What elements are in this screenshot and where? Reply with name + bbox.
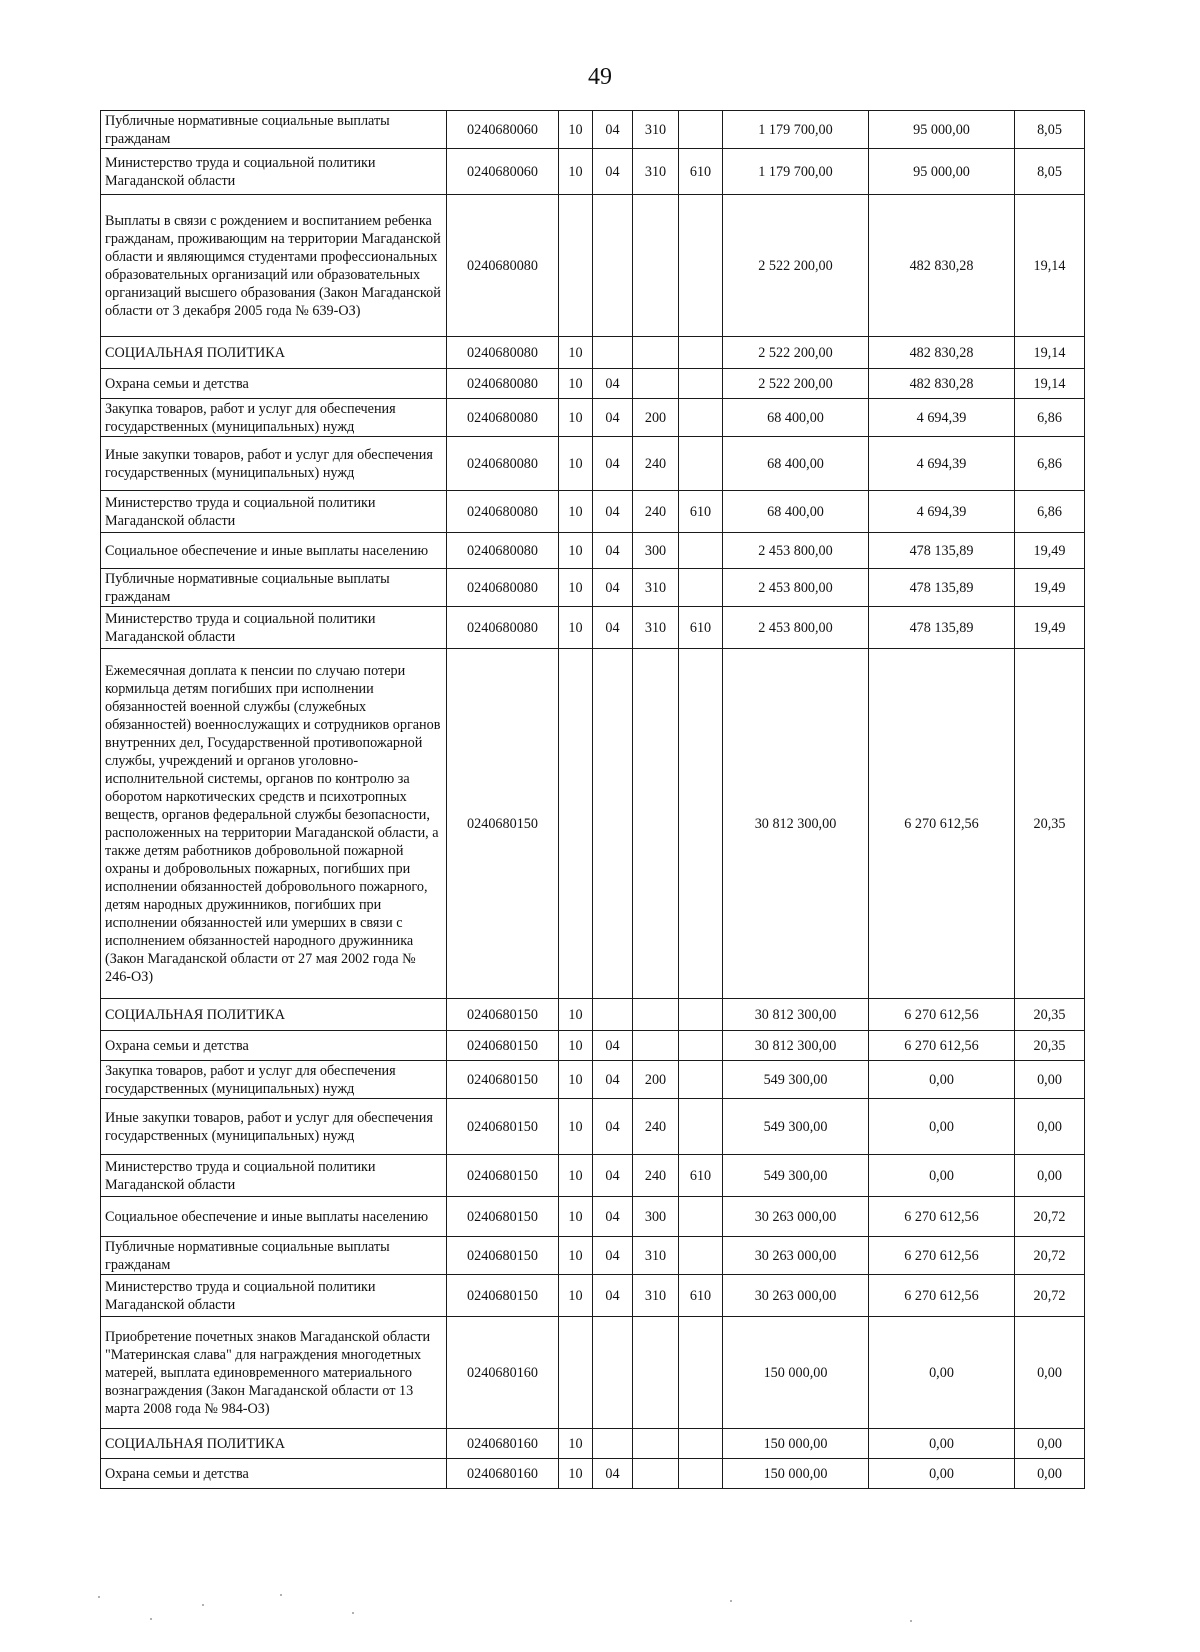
row-code: 0240680080 bbox=[447, 607, 559, 649]
row-administrator bbox=[679, 999, 723, 1031]
row-name: Министерство труда и социальной политики Магаданской области bbox=[101, 149, 447, 195]
row-subsection: 04 bbox=[593, 533, 633, 569]
row-subsection: 04 bbox=[593, 149, 633, 195]
row-executed-amount: 0,00 bbox=[869, 1429, 1015, 1459]
row-name: Иные закупки товаров, работ и услуг для обеспечения государственных (муниципальных) нужд bbox=[101, 1099, 447, 1155]
row-planned-amount: 68 400,00 bbox=[723, 399, 869, 437]
row-subsection bbox=[593, 999, 633, 1031]
row-section: 10 bbox=[559, 1237, 593, 1275]
row-expense-type bbox=[633, 1459, 679, 1489]
row-expense-type: 200 bbox=[633, 1061, 679, 1099]
row-code: 0240680160 bbox=[447, 1429, 559, 1459]
row-section: 10 bbox=[559, 399, 593, 437]
table-row bbox=[101, 149, 1085, 195]
row-name: Выплаты в связи с рождением и воспитанием ребенка гражданам, проживающим на территории Магаданской области и являющимся студентами профессиональных образовательных организаций или образовательных организаций высшего образования (Закон Магаданской области от 3 декабря 2005 года № 639-ОЗ) bbox=[101, 195, 447, 337]
row-code: 0240680080 bbox=[447, 437, 559, 491]
row-executed-amount: 6 270 612,56 bbox=[869, 999, 1015, 1031]
row-administrator bbox=[679, 1429, 723, 1459]
row-section: 10 bbox=[559, 1155, 593, 1197]
row-execution-percent: 19,49 bbox=[1015, 533, 1085, 569]
row-execution-percent: 20,35 bbox=[1015, 999, 1085, 1031]
row-subsection bbox=[593, 649, 633, 999]
row-administrator bbox=[679, 1459, 723, 1489]
row-planned-amount: 68 400,00 bbox=[723, 437, 869, 491]
table-row bbox=[101, 369, 1085, 399]
row-planned-amount: 549 300,00 bbox=[723, 1155, 869, 1197]
row-executed-amount: 478 135,89 bbox=[869, 607, 1015, 649]
row-planned-amount: 549 300,00 bbox=[723, 1061, 869, 1099]
row-code: 0240680150 bbox=[447, 1031, 559, 1061]
row-section: 10 bbox=[559, 999, 593, 1031]
row-execution-percent: 6,86 bbox=[1015, 437, 1085, 491]
row-code: 0240680150 bbox=[447, 999, 559, 1031]
row-subsection: 04 bbox=[593, 111, 633, 149]
row-name: Публичные нормативные социальные выплаты гражданам bbox=[101, 1237, 447, 1275]
row-executed-amount: 95 000,00 bbox=[869, 111, 1015, 149]
row-code: 0240680060 bbox=[447, 111, 559, 149]
row-execution-percent: 0,00 bbox=[1015, 1061, 1085, 1099]
row-execution-percent: 19,14 bbox=[1015, 195, 1085, 337]
row-planned-amount: 2 522 200,00 bbox=[723, 195, 869, 337]
row-subsection: 04 bbox=[593, 1061, 633, 1099]
row-expense-type bbox=[633, 337, 679, 369]
row-expense-type: 300 bbox=[633, 533, 679, 569]
row-subsection: 04 bbox=[593, 1237, 633, 1275]
row-expense-type: 240 bbox=[633, 491, 679, 533]
row-code: 0240680080 bbox=[447, 491, 559, 533]
row-executed-amount: 482 830,28 bbox=[869, 195, 1015, 337]
row-section bbox=[559, 195, 593, 337]
row-section: 10 bbox=[559, 1275, 593, 1317]
row-executed-amount: 6 270 612,56 bbox=[869, 1031, 1015, 1061]
budget-execution-table bbox=[100, 110, 1085, 1489]
row-expense-type: 200 bbox=[633, 399, 679, 437]
row-name: Министерство труда и социальной политики Магаданской области bbox=[101, 491, 447, 533]
row-expense-type: 240 bbox=[633, 437, 679, 491]
row-expense-type: 310 bbox=[633, 569, 679, 607]
row-executed-amount: 6 270 612,56 bbox=[869, 1237, 1015, 1275]
row-execution-percent: 8,05 bbox=[1015, 149, 1085, 195]
row-name: Ежемесячная доплата к пенсии по случаю потери кормильца детям погибших при исполнении обязанностей военной службы (служебных обязанностей) военнослужащих и сотрудников органов внутренних дел, Государственной противопожарной службы, учреждений и органов уголовно-исполнительной системы, органов по контролю за оборотом наркотических средств и психотропных веществ, органов федеральной службы безопасности, расположенных на территории Магаданской области, а также детям работников добровольной пожарной охраны и добровольных пожарных, погибших при исполнении обязанностей добровольного пожарного, детям народных дружинников, погибших при исполнении обязанностей или умерших в связи с исполнением обязанностей народного дружинника (Закон Магаданской области от 27 мая 2002 года № 246-ОЗ) bbox=[101, 649, 447, 999]
row-executed-amount: 95 000,00 bbox=[869, 149, 1015, 195]
row-code: 0240680150 bbox=[447, 1099, 559, 1155]
table-row bbox=[101, 649, 1085, 999]
row-name: Иные закупки товаров, работ и услуг для обеспечения государственных (муниципальных) нужд bbox=[101, 437, 447, 491]
row-execution-percent: 0,00 bbox=[1015, 1099, 1085, 1155]
row-subsection: 04 bbox=[593, 1459, 633, 1489]
row-execution-percent: 20,35 bbox=[1015, 649, 1085, 999]
row-expense-type: 240 bbox=[633, 1155, 679, 1197]
row-planned-amount: 150 000,00 bbox=[723, 1429, 869, 1459]
row-executed-amount: 478 135,89 bbox=[869, 569, 1015, 607]
row-name: Приобретение почетных знаков Магаданской области "Материнская слава" для награждения многодетных матерей, выплата единовременного материального вознаграждения (Закон Магаданской области от 13 марта 2008 года № 984-ОЗ) bbox=[101, 1317, 447, 1429]
row-subsection: 04 bbox=[593, 1275, 633, 1317]
row-executed-amount: 6 270 612,56 bbox=[869, 649, 1015, 999]
row-administrator bbox=[679, 1237, 723, 1275]
row-code: 0240680080 bbox=[447, 337, 559, 369]
row-administrator bbox=[679, 369, 723, 399]
table-row bbox=[101, 1275, 1085, 1317]
row-planned-amount: 2 453 800,00 bbox=[723, 533, 869, 569]
row-execution-percent: 19,14 bbox=[1015, 369, 1085, 399]
row-execution-percent: 0,00 bbox=[1015, 1429, 1085, 1459]
row-subsection: 04 bbox=[593, 437, 633, 491]
table-row bbox=[101, 607, 1085, 649]
row-administrator bbox=[679, 437, 723, 491]
row-name: Министерство труда и социальной политики Магаданской области bbox=[101, 1155, 447, 1197]
row-section: 10 bbox=[559, 1061, 593, 1099]
row-name: Закупка товаров, работ и услуг для обеспечения государственных (муниципальных) нужд bbox=[101, 399, 447, 437]
table-row bbox=[101, 1237, 1085, 1275]
row-administrator: 610 bbox=[679, 149, 723, 195]
row-section: 10 bbox=[559, 1197, 593, 1237]
table-row bbox=[101, 437, 1085, 491]
row-name: СОЦИАЛЬНАЯ ПОЛИТИКА bbox=[101, 1429, 447, 1459]
row-administrator bbox=[679, 1031, 723, 1061]
row-name: Министерство труда и социальной политики Магаданской области bbox=[101, 607, 447, 649]
row-administrator bbox=[679, 569, 723, 607]
row-executed-amount: 4 694,39 bbox=[869, 491, 1015, 533]
row-code: 0240680080 bbox=[447, 369, 559, 399]
row-executed-amount: 482 830,28 bbox=[869, 369, 1015, 399]
table-row bbox=[101, 533, 1085, 569]
table-row bbox=[101, 1031, 1085, 1061]
row-execution-percent: 19,49 bbox=[1015, 569, 1085, 607]
row-execution-percent: 8,05 bbox=[1015, 111, 1085, 149]
table-body bbox=[101, 111, 1085, 1489]
row-code: 0240680080 bbox=[447, 195, 559, 337]
table-row bbox=[101, 1061, 1085, 1099]
row-subsection bbox=[593, 1317, 633, 1429]
row-executed-amount: 0,00 bbox=[869, 1155, 1015, 1197]
row-planned-amount: 2 453 800,00 bbox=[723, 607, 869, 649]
row-execution-percent: 19,49 bbox=[1015, 607, 1085, 649]
row-code: 0240680150 bbox=[447, 649, 559, 999]
row-administrator bbox=[679, 1317, 723, 1429]
row-section bbox=[559, 649, 593, 999]
row-planned-amount: 1 179 700,00 bbox=[723, 111, 869, 149]
row-executed-amount: 0,00 bbox=[869, 1459, 1015, 1489]
row-planned-amount: 2 453 800,00 bbox=[723, 569, 869, 607]
row-execution-percent: 20,72 bbox=[1015, 1197, 1085, 1237]
row-code: 0240680150 bbox=[447, 1155, 559, 1197]
row-administrator: 610 bbox=[679, 607, 723, 649]
row-planned-amount: 68 400,00 bbox=[723, 491, 869, 533]
row-name: СОЦИАЛЬНАЯ ПОЛИТИКА bbox=[101, 999, 447, 1031]
row-executed-amount: 4 694,39 bbox=[869, 437, 1015, 491]
row-administrator bbox=[679, 1061, 723, 1099]
row-planned-amount: 2 522 200,00 bbox=[723, 369, 869, 399]
row-code: 0240680150 bbox=[447, 1061, 559, 1099]
row-code: 0240680080 bbox=[447, 399, 559, 437]
row-section: 10 bbox=[559, 369, 593, 399]
row-expense-type: 310 bbox=[633, 149, 679, 195]
row-subsection: 04 bbox=[593, 491, 633, 533]
row-planned-amount: 150 000,00 bbox=[723, 1459, 869, 1489]
row-section: 10 bbox=[559, 1099, 593, 1155]
row-subsection: 04 bbox=[593, 1155, 633, 1197]
row-section bbox=[559, 1317, 593, 1429]
row-subsection: 04 bbox=[593, 1031, 633, 1061]
row-subsection: 04 bbox=[593, 399, 633, 437]
row-expense-type bbox=[633, 1317, 679, 1429]
row-planned-amount: 30 263 000,00 bbox=[723, 1237, 869, 1275]
row-execution-percent: 20,35 bbox=[1015, 1031, 1085, 1061]
row-section: 10 bbox=[559, 491, 593, 533]
table-row bbox=[101, 1459, 1085, 1489]
row-planned-amount: 150 000,00 bbox=[723, 1317, 869, 1429]
row-section: 10 bbox=[559, 1459, 593, 1489]
row-administrator bbox=[679, 649, 723, 999]
table-row bbox=[101, 1197, 1085, 1237]
row-planned-amount: 549 300,00 bbox=[723, 1099, 869, 1155]
row-expense-type bbox=[633, 1429, 679, 1459]
row-execution-percent: 20,72 bbox=[1015, 1237, 1085, 1275]
row-subsection bbox=[593, 337, 633, 369]
row-executed-amount: 0,00 bbox=[869, 1099, 1015, 1155]
scan-noise bbox=[90, 1590, 1090, 1630]
row-administrator: 610 bbox=[679, 1155, 723, 1197]
row-expense-type: 310 bbox=[633, 1275, 679, 1317]
row-expense-type bbox=[633, 369, 679, 399]
row-section: 10 bbox=[559, 1429, 593, 1459]
row-execution-percent: 19,14 bbox=[1015, 337, 1085, 369]
row-executed-amount: 478 135,89 bbox=[869, 533, 1015, 569]
row-name: Публичные нормативные социальные выплаты гражданам bbox=[101, 569, 447, 607]
row-code: 0240680160 bbox=[447, 1459, 559, 1489]
table-row bbox=[101, 569, 1085, 607]
table-row bbox=[101, 1155, 1085, 1197]
row-execution-percent: 0,00 bbox=[1015, 1459, 1085, 1489]
row-expense-type bbox=[633, 999, 679, 1031]
table-row bbox=[101, 337, 1085, 369]
table-row bbox=[101, 399, 1085, 437]
table-row bbox=[101, 195, 1085, 337]
table-row bbox=[101, 999, 1085, 1031]
row-planned-amount: 30 812 300,00 bbox=[723, 999, 869, 1031]
row-name: Охрана семьи и детства bbox=[101, 1031, 447, 1061]
row-expense-type bbox=[633, 649, 679, 999]
row-planned-amount: 30 263 000,00 bbox=[723, 1275, 869, 1317]
row-execution-percent: 6,86 bbox=[1015, 399, 1085, 437]
row-administrator: 610 bbox=[679, 1275, 723, 1317]
row-administrator bbox=[679, 337, 723, 369]
row-executed-amount: 0,00 bbox=[869, 1317, 1015, 1429]
row-executed-amount: 4 694,39 bbox=[869, 399, 1015, 437]
row-planned-amount: 2 522 200,00 bbox=[723, 337, 869, 369]
row-expense-type: 310 bbox=[633, 111, 679, 149]
row-planned-amount: 1 179 700,00 bbox=[723, 149, 869, 195]
row-administrator bbox=[679, 1197, 723, 1237]
row-section: 10 bbox=[559, 533, 593, 569]
row-subsection: 04 bbox=[593, 569, 633, 607]
row-section: 10 bbox=[559, 149, 593, 195]
row-code: 0240680150 bbox=[447, 1275, 559, 1317]
row-execution-percent: 0,00 bbox=[1015, 1317, 1085, 1429]
row-administrator bbox=[679, 533, 723, 569]
row-subsection: 04 bbox=[593, 369, 633, 399]
row-subsection bbox=[593, 195, 633, 337]
row-expense-type: 300 bbox=[633, 1197, 679, 1237]
row-execution-percent: 6,86 bbox=[1015, 491, 1085, 533]
row-section: 10 bbox=[559, 1031, 593, 1061]
row-section: 10 bbox=[559, 337, 593, 369]
row-name: Публичные нормативные социальные выплаты гражданам bbox=[101, 111, 447, 149]
row-name: Охрана семьи и детства bbox=[101, 369, 447, 399]
row-subsection bbox=[593, 1429, 633, 1459]
table-row bbox=[101, 111, 1085, 149]
row-code: 0240680060 bbox=[447, 149, 559, 195]
row-name: Социальное обеспечение и иные выплаты населению bbox=[101, 533, 447, 569]
row-section: 10 bbox=[559, 437, 593, 491]
row-code: 0240680080 bbox=[447, 533, 559, 569]
row-code: 0240680160 bbox=[447, 1317, 559, 1429]
row-administrator: 610 bbox=[679, 491, 723, 533]
row-code: 0240680080 bbox=[447, 569, 559, 607]
row-planned-amount: 30 812 300,00 bbox=[723, 1031, 869, 1061]
row-executed-amount: 6 270 612,56 bbox=[869, 1197, 1015, 1237]
row-section: 10 bbox=[559, 111, 593, 149]
row-name: Охрана семьи и детства bbox=[101, 1459, 447, 1489]
row-planned-amount: 30 263 000,00 bbox=[723, 1197, 869, 1237]
row-execution-percent: 20,72 bbox=[1015, 1275, 1085, 1317]
row-expense-type bbox=[633, 195, 679, 337]
page-number: 49 bbox=[588, 64, 612, 90]
row-name: СОЦИАЛЬНАЯ ПОЛИТИКА bbox=[101, 337, 447, 369]
row-administrator bbox=[679, 1099, 723, 1155]
row-subsection: 04 bbox=[593, 1099, 633, 1155]
row-subsection: 04 bbox=[593, 1197, 633, 1237]
row-section: 10 bbox=[559, 607, 593, 649]
table-row bbox=[101, 1317, 1085, 1429]
row-execution-percent: 0,00 bbox=[1015, 1155, 1085, 1197]
row-code: 0240680150 bbox=[447, 1197, 559, 1237]
table-row bbox=[101, 1429, 1085, 1459]
row-expense-type: 240 bbox=[633, 1099, 679, 1155]
row-expense-type: 310 bbox=[633, 607, 679, 649]
row-executed-amount: 0,00 bbox=[869, 1061, 1015, 1099]
row-planned-amount: 30 812 300,00 bbox=[723, 649, 869, 999]
row-administrator bbox=[679, 195, 723, 337]
table-row bbox=[101, 1099, 1085, 1155]
row-subsection: 04 bbox=[593, 607, 633, 649]
row-administrator bbox=[679, 399, 723, 437]
table-row bbox=[101, 491, 1085, 533]
row-expense-type: 310 bbox=[633, 1237, 679, 1275]
row-code: 0240680150 bbox=[447, 1237, 559, 1275]
row-name: Закупка товаров, работ и услуг для обеспечения государственных (муниципальных) нужд bbox=[101, 1061, 447, 1099]
row-name: Министерство труда и социальной политики Магаданской области bbox=[101, 1275, 447, 1317]
row-section: 10 bbox=[559, 569, 593, 607]
row-executed-amount: 6 270 612,56 bbox=[869, 1275, 1015, 1317]
row-executed-amount: 482 830,28 bbox=[869, 337, 1015, 369]
row-name: Социальное обеспечение и иные выплаты населению bbox=[101, 1197, 447, 1237]
row-expense-type bbox=[633, 1031, 679, 1061]
row-administrator bbox=[679, 111, 723, 149]
